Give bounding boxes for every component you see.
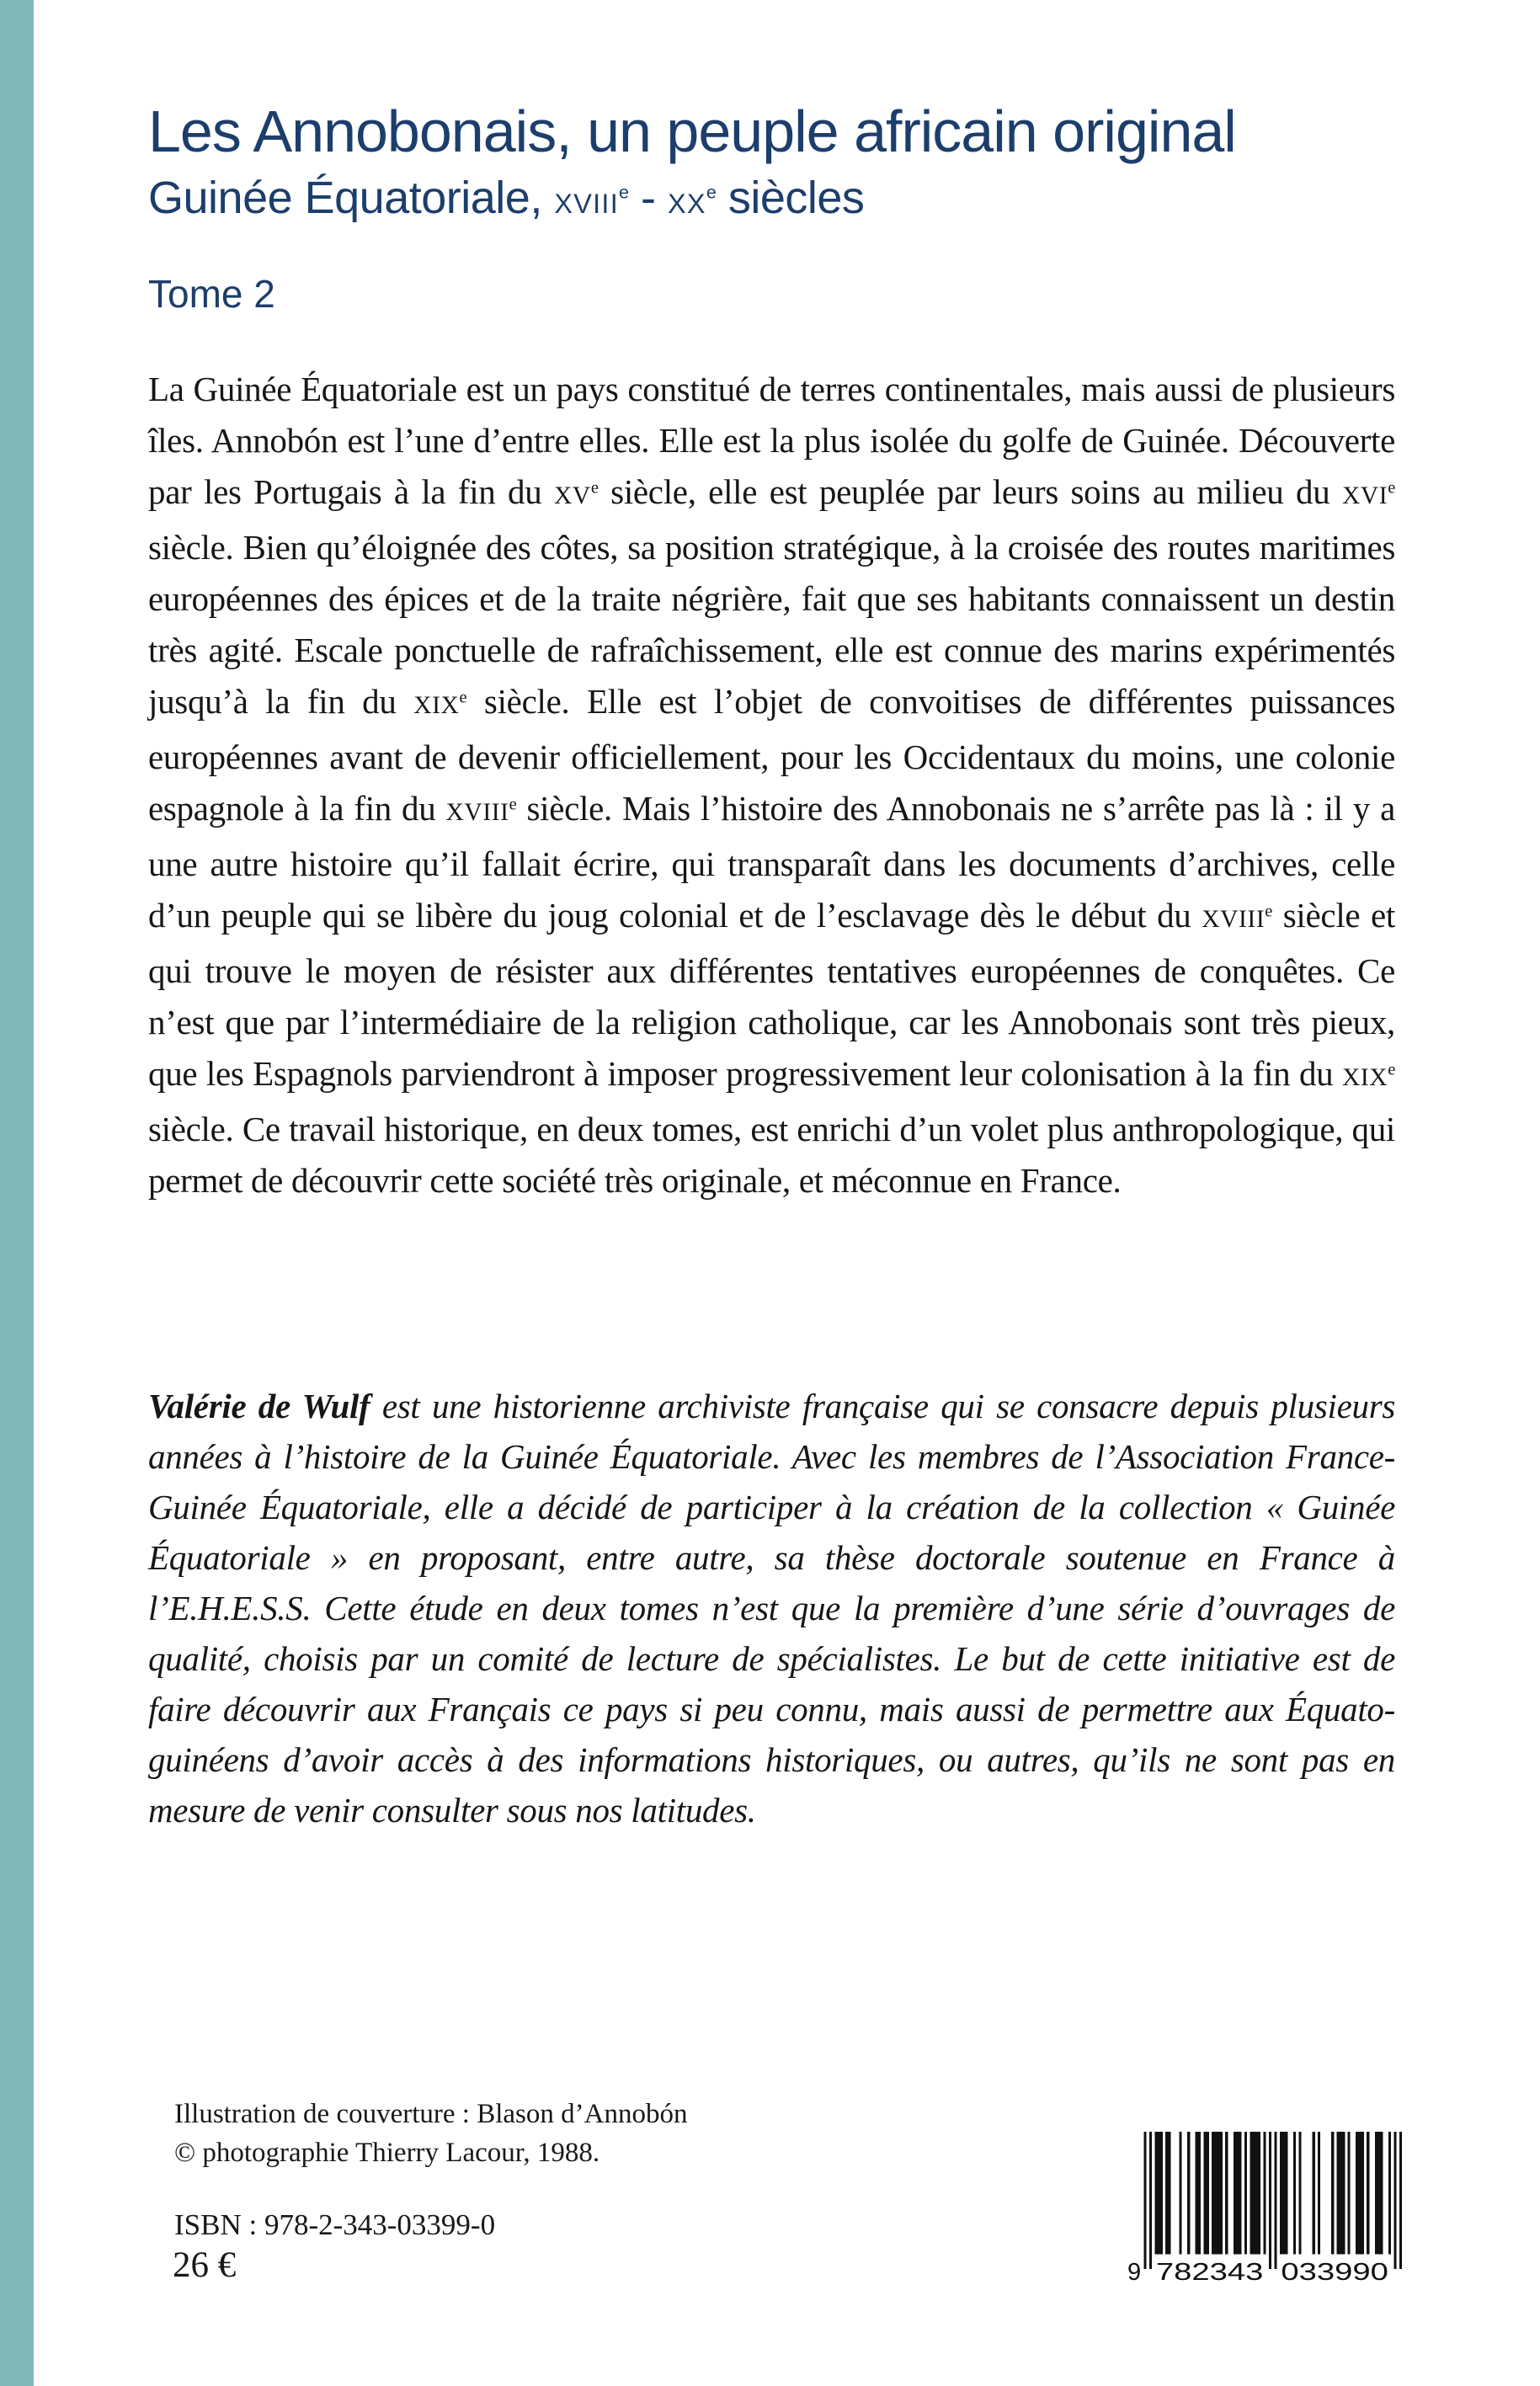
svg-text:033990: 033990 [1281, 2259, 1388, 2284]
book-title: Les Annobonais, un peuple africain original [148, 99, 1236, 164]
svg-text:9: 9 [1127, 2259, 1142, 2284]
barcode [1127, 2132, 1413, 2284]
synopsis-paragraph: La Guinée Équatoriale est un pays constitué de terres continentales, mais aussi de plusieurs îles. Annobón est l’une d’entre elles. Elle est la plus isolée du golfe de Guinée. Découverte par les Portugais à la fin du XVe siècle, elle est peuplée par leurs soins au milieu du XVIe siècle. Bien qu’éloignée des côtes, sa position stratégique, à la croisée des routes maritimes européennes des épices et de la traite négrière, fait que ses habitants connaissent un destin très agité. Escale ponctuelle de rafraîchissement, elle est connue des marins expérimentés jusqu’à la fin du XIXe siècle. Elle est l’objet de convoitises de différentes puissances européennes avant de devenir officiellement, pour les Occidentaux du moins, une colonie espagnole à la fin du XVIIIe siècle. Mais l’histoire des Annobonais ne s’arrête pas là : il y a une autre histoire qu’il fallait écrire, qui transparaît dans les documents d’archives, celle d’un peuple qui se libère du joug colonial et de l’esclavage dès le début du XVIIIe siècle et qui trouve le moyen de résister aux différentes tentatives européennes de conquêtes. Ce n’est que par l’intermédiaire de la religion catholique, car les Annobonais sont très pieux, que les Espagnols parviendront à imposer progressivement leur colonisation à la fin du XIXe siècle. Ce travail historique, en deux tomes, est enrichi d’un volet plus anthropologique, qui permet de découvrir cette société très originale, et méconnue en France. [148, 370, 1396, 1200]
svg-text:782343: 782343 [1155, 2259, 1264, 2284]
price-label: 26 € [173, 2245, 237, 2285]
volume-label: Tome 2 [148, 272, 275, 316]
author-bio-paragraph: Valérie de Wulf est une historienne archiviste française qui se consacre depuis plusieurs années à l’histoire de la Guinée Équatoriale. Avec les membres de l’Association France-Guinée Équatoriale, elle a décidé de participer à la création de la collection « Guinée Équatoriale » en proposant, entre autre, sa thèse doctorale soutenue en France à l’E.H.E.S.S. Cette étude en deux tomes n’est que la première d’une série d’ouvrages de qualité, choisis par un comité de lecture de spécialistes. Le but de cette initiative est de faire découvrir aux Français ce pays si peu connu, mais aussi de permettre aux Équato-guinéens d’avoir accès à des informations historiques, ou autres, qu’ils ne sont pas en mesure de venir consulter sous nos latitudes. [148, 1387, 1396, 1829]
spine-stripe [0, 0, 34, 2386]
barcode-svg [1127, 2132, 1413, 2284]
isbn-label: ISBN : 978-2-343-03399-0 [174, 2208, 496, 2241]
photo-copyright-credit: © photographie Thierry Lacour, 1988. [174, 2138, 600, 2168]
book-subtitle: Guinée Équatoriale, XVIIIe - XXe siècles [148, 173, 865, 223]
cover-illustration-credit: Illustration de couverture : Blason d’Annobón [174, 2099, 688, 2129]
